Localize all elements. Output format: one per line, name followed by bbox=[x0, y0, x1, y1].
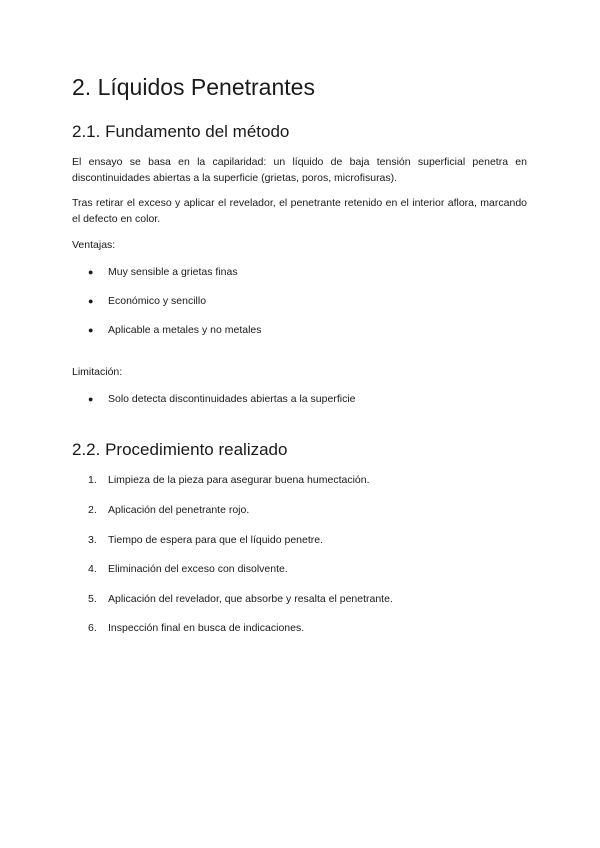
step-number: 3. bbox=[88, 534, 97, 546]
procedure-step bbox=[88, 472, 370, 488]
step-number: 6. bbox=[88, 622, 97, 634]
step-number: 4. bbox=[88, 563, 97, 575]
step-text: Eliminación del exceso con disolvente. bbox=[108, 563, 288, 575]
advantage-text: Aplicable a metales y no metales bbox=[108, 324, 262, 336]
step-number: 5. bbox=[88, 593, 97, 605]
paragraph-revealer: Tras retirar el exceso y aplicar el revelador, el penetrante retenido en el interior aflora, marcando el defecto en color. bbox=[72, 197, 527, 225]
procedure-step bbox=[88, 532, 323, 548]
advantage-text: Muy sensible a grietas finas bbox=[108, 266, 238, 278]
paragraph-capillarity: El ensayo se basa en la capilaridad: un líquido de baja tensión superficial penetra en discontinuidades abiertas a la superficie (grietas, poros, microfisuras). bbox=[72, 156, 527, 184]
section-2-title: 2.2. Procedimiento realizado bbox=[72, 440, 288, 459]
limitation-text: Solo detecta discontinuidades abiertas a la superficie bbox=[108, 393, 356, 405]
procedure-step bbox=[88, 591, 393, 607]
advantage-item bbox=[88, 322, 262, 338]
step-text: Limpieza de la pieza para asegurar buena humectación. bbox=[108, 474, 370, 486]
step-number: 2. bbox=[88, 504, 97, 516]
procedure-step bbox=[88, 502, 249, 518]
bullet-marker: ● bbox=[88, 267, 94, 277]
advantage-text: Económico y sencillo bbox=[108, 295, 207, 307]
bullet-marker: ● bbox=[88, 394, 94, 404]
page-title: 2. Líquidos Penetrantes bbox=[72, 74, 315, 100]
step-text: Tiempo de espera para que el líquido penetre. bbox=[108, 534, 324, 546]
section-1-title: 2.1. Fundamento del método bbox=[72, 122, 290, 141]
limitation-label: Limitación: bbox=[72, 366, 123, 378]
bullet-marker: ● bbox=[88, 296, 94, 306]
procedure-step bbox=[88, 620, 304, 636]
advantage-item bbox=[88, 293, 206, 309]
advantages-label: Ventajas: bbox=[72, 239, 116, 251]
step-text: Aplicación del penetrante rojo. bbox=[108, 504, 250, 516]
step-text: Aplicación del revelador, que absorbe y resalta el penetrante. bbox=[108, 593, 393, 605]
bullet-marker: ● bbox=[88, 325, 94, 335]
procedure-step bbox=[88, 561, 288, 577]
step-number: 1. bbox=[88, 474, 97, 486]
advantage-item bbox=[88, 264, 238, 280]
limitation-item bbox=[88, 391, 356, 407]
step-text: Inspección final en busca de indicaciones. bbox=[108, 622, 305, 634]
